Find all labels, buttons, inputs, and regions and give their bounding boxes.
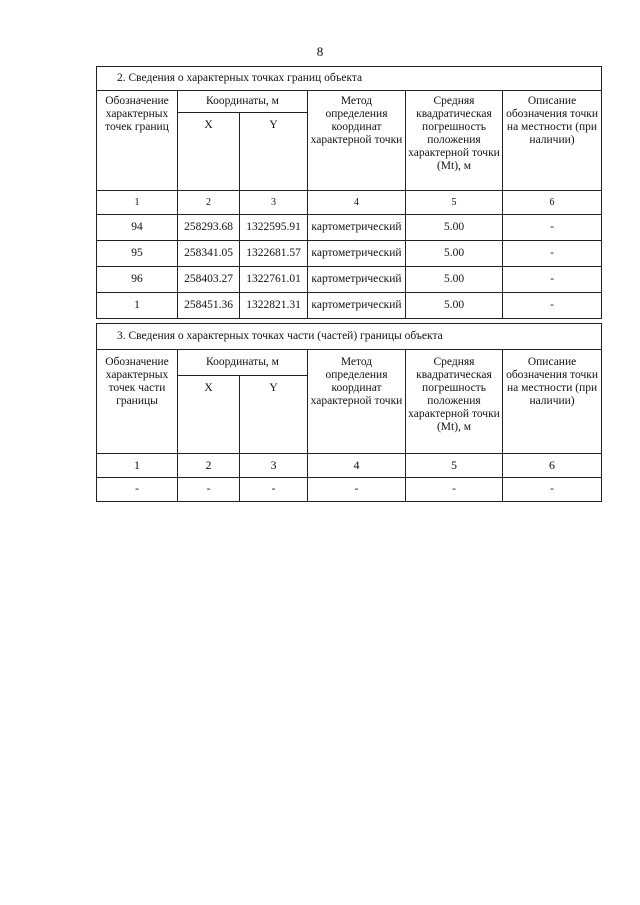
header-x: X xyxy=(178,113,240,191)
description-cell: - xyxy=(503,478,602,502)
method-cell: картометрический xyxy=(308,215,406,241)
page-number: 8 xyxy=(316,44,324,59)
method-cell: картометрический xyxy=(308,293,406,319)
method-cell: картометрический xyxy=(308,241,406,267)
header-y: Y xyxy=(240,376,308,454)
header-designation: Обозначение характерных точек границ xyxy=(97,91,178,191)
header-coordinates: Координаты, м xyxy=(178,350,308,376)
x-cell: 258341.05 xyxy=(178,241,240,267)
description-cell: - xyxy=(503,293,602,319)
point-cell: - xyxy=(97,478,178,502)
error-cell: 5.00 xyxy=(406,241,503,267)
method-cell: картометрический xyxy=(308,267,406,293)
header-error: Средняя квадратическая погрешность положения характерной точки (Mt), м xyxy=(406,350,503,454)
table-row xyxy=(97,293,602,319)
description-cell: - xyxy=(503,241,602,267)
col-number: 6 xyxy=(503,454,602,478)
table-row xyxy=(97,241,602,267)
y-cell: - xyxy=(240,478,308,502)
description-cell: - xyxy=(503,267,602,293)
point-cell: 96 xyxy=(97,267,178,293)
y-cell: 1322595.91 xyxy=(240,215,308,241)
section-title: 3. Сведения о характерных точках части (частей) границы объекта xyxy=(97,324,602,350)
x-cell: 258451.36 xyxy=(178,293,240,319)
col-number: 2 xyxy=(178,191,240,215)
table-row xyxy=(97,478,602,502)
error-cell: - xyxy=(406,478,503,502)
method-cell: - xyxy=(308,478,406,502)
point-cell: 95 xyxy=(97,241,178,267)
col-number: 5 xyxy=(406,454,503,478)
col-number: 1 xyxy=(97,191,178,215)
col-number: 5 xyxy=(406,191,503,215)
col-number: 3 xyxy=(240,454,308,478)
y-cell: 1322821.31 xyxy=(240,293,308,319)
col-number: 2 xyxy=(178,454,240,478)
description-cell: - xyxy=(503,215,602,241)
header-method: Метод определения координат характерной точки xyxy=(308,91,406,191)
error-cell: 5.00 xyxy=(406,215,503,241)
point-cell: 94 xyxy=(97,215,178,241)
col-number: 6 xyxy=(503,191,602,215)
header-error: Средняя квадратическая погрешность положения характерной точки (Mt), м xyxy=(406,91,503,191)
x-cell: 258293.68 xyxy=(178,215,240,241)
header-coordinates: Координаты, м xyxy=(178,91,308,113)
point-cell: 1 xyxy=(97,293,178,319)
boundary-points-table xyxy=(96,66,602,319)
table-row xyxy=(97,267,602,293)
col-number: 1 xyxy=(97,454,178,478)
header-designation: Обозначение характерных точек части границы xyxy=(97,350,178,454)
header-y: Y xyxy=(240,113,308,191)
boundary-part-points-table xyxy=(96,323,602,502)
y-cell: 1322681.57 xyxy=(240,241,308,267)
x-cell: - xyxy=(178,478,240,502)
header-method: Метод определения координат характерной точки xyxy=(308,350,406,454)
col-number: 4 xyxy=(308,191,406,215)
section-title: 2. Сведения о характерных точках границ объекта xyxy=(97,67,602,91)
y-cell: 1322761.01 xyxy=(240,267,308,293)
x-cell: 258403.27 xyxy=(178,267,240,293)
header-description: Описание обозначения точки на местности (при наличии) xyxy=(503,91,602,191)
header-description: Описание обозначения точки на местности (при наличии) xyxy=(503,350,602,454)
col-number: 3 xyxy=(240,191,308,215)
table-row xyxy=(97,215,602,241)
error-cell: 5.00 xyxy=(406,267,503,293)
col-number: 4 xyxy=(308,454,406,478)
error-cell: 5.00 xyxy=(406,293,503,319)
header-x: X xyxy=(178,376,240,454)
